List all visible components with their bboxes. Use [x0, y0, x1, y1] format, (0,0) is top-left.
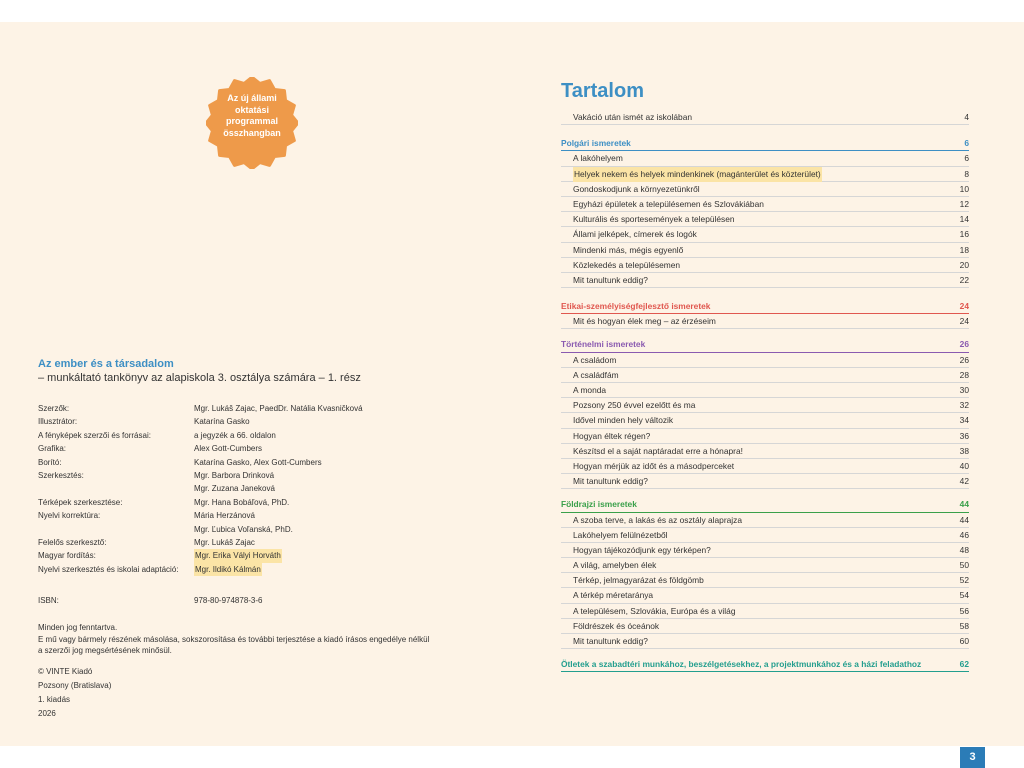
toc-item [561, 273, 969, 288]
credit-value: Alex Gott-Cumbers [194, 444, 263, 454]
isbn-value: 978-80-974878-3-6 [194, 596, 263, 605]
toc-item-page: 58 [959, 620, 969, 631]
credit-label: Grafika: [38, 444, 67, 454]
toc-item-title: Állami jelképek, címerek és logók [573, 229, 697, 240]
toc-item-page: 48 [959, 544, 969, 555]
toc-item-title: A térkép méretaránya [573, 590, 654, 601]
badge-line: Az új állami [227, 93, 277, 103]
toc-intro-title: Vakáció után ismét az iskolában [573, 112, 693, 122]
toc-item [561, 383, 969, 398]
credit-row [38, 563, 478, 576]
credit-label: Térképek szerkesztése: [38, 497, 123, 507]
credit-row [38, 429, 478, 442]
toc-item [561, 413, 969, 428]
toc-item-page: 12 [959, 198, 969, 209]
credit-row [38, 496, 478, 509]
credit-label: Magyar fordítás: [38, 551, 96, 561]
toc-item-page: 36 [959, 430, 969, 441]
credit-label: Nyelvi szerkesztés és iskolai adaptáció: [38, 564, 179, 574]
toc-item-title: Pozsony 250 évvel ezelőtt és ma [573, 400, 696, 411]
credit-value: Mgr. Ľubica Voľanská, PhD. [194, 524, 293, 534]
toc-intro [561, 110, 969, 125]
toc-item-title: Mindenki más, mégis egyenlő [573, 244, 684, 255]
toc-section-header-page: 24 [959, 301, 969, 312]
credit-value: Mgr. Zuzana Janeková [194, 484, 275, 494]
credit-value: Mgr. Lukáš Zajac, PaedDr. Natália Kvasničková [194, 404, 363, 413]
toc-item-page: 28 [959, 369, 969, 380]
toc-section-header-title: Történelmi ismeretek [561, 339, 646, 350]
toc-item-title: Mit és hogyan élek meg – az érzéseim [573, 316, 716, 327]
toc-item-title: A településem, Szlovákia, Európa és a világ [573, 605, 736, 616]
toc-item-title: Gondoskodjunk a környezetünkről [573, 183, 700, 194]
toc-item [561, 459, 969, 474]
publisher-city: Pozsony (Bratislava) [38, 681, 112, 690]
toc-item-title: A monda [573, 385, 607, 395]
credit-value-highlighted: Mgr. Ildikó Kálmán [194, 563, 262, 576]
credit-row [38, 469, 478, 482]
toc-item-title: Egyházi épületek a településemen és Szlovákiában [573, 198, 764, 209]
toc-item [561, 474, 969, 489]
toc-item [561, 243, 969, 258]
toc-item-page: 6 [964, 153, 969, 164]
toc-item-title: A szoba terve, a lakás és az osztály alaprajza [573, 514, 742, 525]
toc-title: Tartalom [561, 80, 644, 102]
toc-item [561, 167, 969, 182]
isbn-row [38, 595, 338, 607]
credit-label: Felelős szerkesztő: [38, 537, 107, 547]
toc-item-page: 8 [964, 168, 969, 179]
credit-label: A fényképek szerzői és forrásai: [38, 430, 151, 440]
credit-row [38, 402, 478, 415]
toc-item-title: Térkép, jelmagyarázat és földgömb [573, 575, 704, 586]
toc-section-header [561, 299, 969, 314]
toc-item-title: Mit tanultunk eddig? [573, 476, 648, 487]
rights-line: Minden jog fenntartva. [38, 623, 118, 632]
toc-item-title: Hogyan mérjük az időt és a másodperceket [573, 460, 735, 471]
toc-item [561, 444, 969, 459]
publisher-name: © VINTE Kiadó [38, 667, 93, 676]
toc-list [561, 110, 969, 672]
toc-item [561, 558, 969, 573]
toc-section-header [561, 136, 969, 151]
toc-item-title: A családfám [573, 369, 619, 380]
toc-item-page: 34 [959, 415, 969, 426]
toc-item-page: 18 [959, 244, 969, 255]
toc-item-page: 40 [959, 460, 969, 471]
toc-item-title: Helyek nekem és helyek mindenkinek (magánterület és közterület) [573, 167, 822, 182]
toc-item [561, 619, 969, 634]
toc-item-page: 10 [959, 183, 969, 194]
toc-item [561, 258, 969, 273]
toc-item-title: Földrészek és óceánok [573, 620, 660, 631]
toc-item-title: Közlekedés a településemen [573, 259, 681, 270]
toc-item-page: 46 [959, 529, 969, 540]
toc-item [561, 182, 969, 197]
toc-item-page: 50 [959, 560, 969, 571]
toc-item-title: Mit tanultunk eddig? [573, 636, 648, 646]
toc-intro-page: 4 [964, 112, 969, 122]
toc-item-title: Idővel minden hely változik [573, 415, 674, 426]
toc-item-title: Kulturális és sportesemények a településen [573, 214, 735, 225]
toc-item-title: A családom [573, 354, 617, 365]
toc-closing [561, 657, 969, 672]
toc-item-page: 54 [959, 590, 969, 601]
credit-label: Szerkesztés: [38, 470, 84, 480]
toc-item-page: 42 [959, 476, 969, 487]
toc-section-header-page: 44 [959, 499, 969, 510]
publisher-year: 2026 [38, 709, 56, 718]
badge-line: oktatási [234, 104, 269, 115]
credits-list [38, 402, 478, 576]
toc-item [561, 151, 969, 166]
toc-item-page: 30 [959, 385, 969, 395]
credit-row [38, 523, 478, 536]
toc-item-page: 56 [959, 605, 969, 616]
rights-line: E mű vagy bármely részének másolása, sokszorosítása és további terjesztése a kiadó írásos engedélye nélkül [38, 634, 430, 644]
toc-item-title: A világ, amelyben élek [573, 560, 657, 571]
toc-item [561, 634, 969, 649]
toc-item-title: Hogyan tájékozódjunk egy térképen? [573, 544, 711, 555]
toc-item [561, 588, 969, 603]
credit-row [38, 442, 478, 455]
credit-value: Mgr. Lukáš Zajac [194, 537, 255, 547]
toc-section-header-title: Etikai-személyiségfejlesztő ismeretek [561, 301, 711, 312]
badge-line: programmal [225, 116, 278, 126]
toc-item-page: 26 [959, 354, 969, 365]
toc-section-header-page: 6 [964, 138, 969, 149]
credit-value: Mgr. Hana Bobáľová, PhD. [194, 497, 290, 507]
badge-text [206, 93, 298, 139]
toc-section-header-page: 26 [959, 339, 969, 350]
credit-value: Katarína Gasko [194, 417, 250, 427]
credit-value: Mária Herzánová [194, 511, 255, 521]
toc-section-header-title: Polgári ismeretek [561, 138, 631, 149]
toc-item [561, 368, 969, 383]
badge-line: összhangban [223, 127, 281, 138]
toc-section-header-title: Földrajzi ismeretek [561, 499, 637, 510]
toc-section-header [561, 337, 969, 352]
rights-notice [38, 622, 458, 657]
toc-item-title: Készítsd el a saját naptáradat erre a hónapra! [573, 445, 743, 456]
toc-item-page: 16 [959, 229, 969, 240]
toc-item [561, 212, 969, 227]
toc-item-page: 52 [959, 575, 969, 586]
toc-item-page: 14 [959, 214, 969, 225]
toc-item-title: A lakóhelyem [573, 153, 623, 164]
page-number: 3 [960, 747, 985, 768]
toc-item-page: 22 [959, 274, 969, 285]
toc-item-page: 38 [959, 445, 969, 456]
credit-value: Katarína Gasko, Alex Gott-Cumbers [194, 457, 322, 467]
book-title: Az ember és a társadalom [38, 358, 174, 370]
publisher-info [38, 665, 111, 721]
toc-item-page: 24 [959, 316, 969, 327]
credit-value: a jegyzék a 66. oldalon [194, 430, 276, 440]
toc-closing-title: Ötletek a szabadtéri munkához, beszélgetésekhez, a projektmunkához és a házi feladathoz [561, 659, 922, 670]
toc-item-page: 44 [959, 514, 969, 525]
publisher-edition: 1. kiadás [38, 695, 71, 704]
toc-item-title: Hogyan éltek régen? [573, 430, 651, 441]
credit-label: Illusztrátor: [38, 417, 78, 427]
credit-value: Mgr. Barbora Drinková [194, 470, 275, 480]
credit-label: Szerzők: [38, 404, 70, 413]
toc-item-page: 20 [959, 259, 969, 270]
toc-closing-page: 62 [959, 659, 969, 670]
toc-item [561, 197, 969, 212]
credit-value-highlighted: Mgr. Erika Vályi Horváth [194, 549, 282, 562]
credit-row [38, 456, 478, 469]
toc-item [561, 543, 969, 558]
toc-item-page: 32 [959, 400, 969, 411]
book-spread [0, 22, 1024, 763]
rights-line: a szerzői jog megsértésének minősül. [38, 646, 172, 655]
credit-row [38, 509, 478, 522]
credit-label: Nyelvi korrektúra: [38, 511, 101, 521]
book-subtitle: – munkáltató tankönyv az alapiskola 3. osztálya számára – 1. rész [38, 372, 361, 384]
credit-label: Borító: [38, 457, 62, 467]
isbn-label: ISBN: [38, 596, 59, 605]
toc-item [561, 227, 969, 242]
toc-item [561, 604, 969, 619]
credit-row [38, 482, 478, 495]
credit-row [38, 536, 478, 549]
credit-row [38, 415, 478, 428]
toc-item [561, 353, 969, 368]
toc-section-header [561, 497, 969, 512]
toc-item [561, 573, 969, 588]
toc-item-title: Mit tanultunk eddig? [573, 274, 648, 285]
toc-item-page: 60 [959, 636, 969, 646]
toc-item [561, 528, 969, 543]
toc-item [561, 398, 969, 413]
toc-item [561, 314, 969, 329]
toc-item [561, 513, 969, 528]
credit-row [38, 549, 478, 562]
toc-item-title: Lakóhelyem felülnézetből [573, 529, 668, 540]
toc-item [561, 429, 969, 444]
